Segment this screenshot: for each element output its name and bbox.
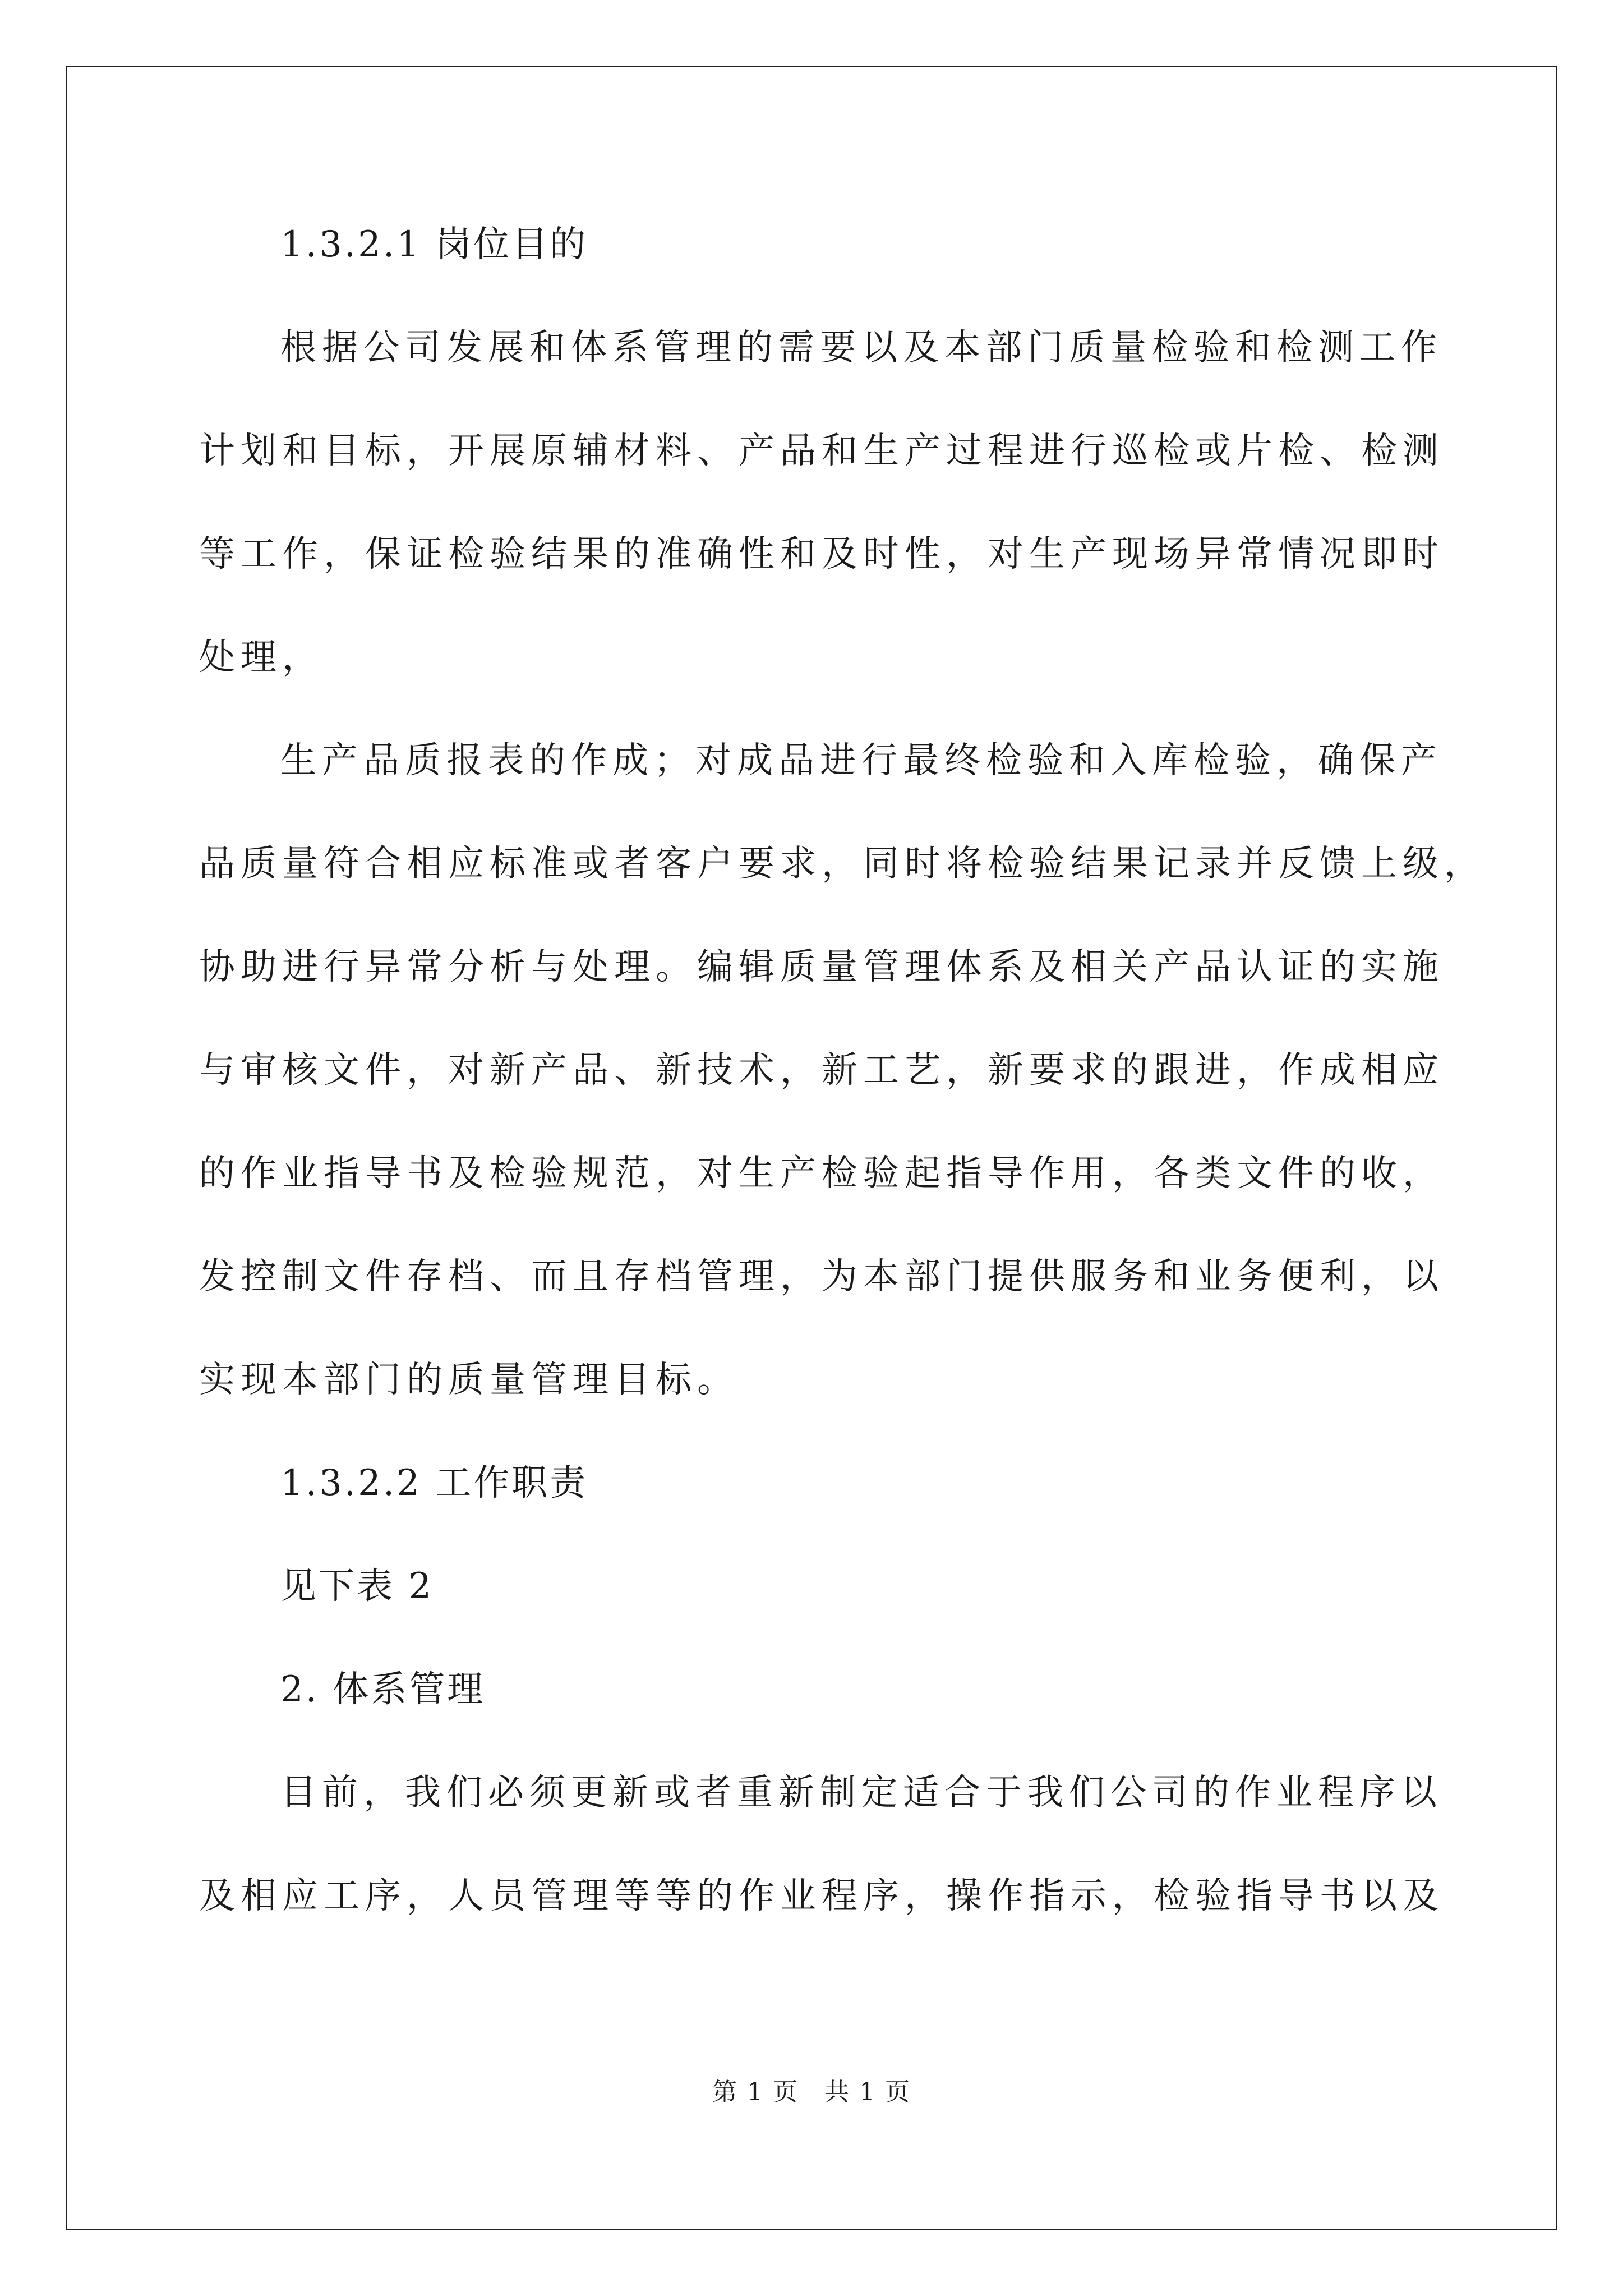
section-heading: 1.3.2.2 工作职责 (280, 1462, 588, 1504)
paragraph-line: 实现本部门的质量管理目标。 (199, 1359, 739, 1401)
paragraph-line: 计划和目标，开展原辅材料、产品和生产过程进行巡检或片检、检测 (199, 430, 1444, 472)
paragraph-line: 处理， (199, 637, 324, 678)
paragraph-line: 目前，我们必须更新或者重新制定适合于我们公司的作业程序以 (280, 1772, 1442, 1814)
paragraph-line: 生产品质报表的作成；对成品进行最终检验和入库检验，确保产 (280, 740, 1442, 781)
document-body (199, 219, 1486, 1922)
paragraph-line: 等工作，保证检验结果的准确性和及时性，对生产现场异常情况即时 (199, 533, 1444, 575)
page-footer: 第 1 页 共 1 页 (712, 2078, 911, 2106)
section-heading: 2. 体系管理 (280, 1669, 486, 1710)
paragraph-line: 与审核文件，对新产品、新技术，新工艺，新要求的跟进，作成相应 (199, 1050, 1444, 1091)
paragraph-line: 协助进行异常分析与处理。编辑质量管理体系及相关产品认证的实施 (199, 946, 1444, 988)
section-heading: 1.3.2.1 岗位目的 (280, 224, 588, 265)
paragraph-line: 根据公司发展和体系管理的需要以及本部门质量检验和检测工作 (280, 327, 1442, 369)
paragraph-line: 品质量符合相应标准或者客户要求，同时将检验结果记录并反馈上级， (199, 843, 1486, 885)
paragraph-line: 见下表 2 (280, 1566, 434, 1607)
paragraph-line: 及相应工序，人员管理等等的作业程序，操作指示，检验指导书以及 (199, 1875, 1444, 1917)
paragraph-line: 的作业指导书及检验规范，对生产检验起指导作用，各类文件的收， (199, 1153, 1444, 1194)
paragraph-line: 发控制文件存档、而且存档管理，为本部门提供服务和业务便利，以 (199, 1256, 1444, 1297)
